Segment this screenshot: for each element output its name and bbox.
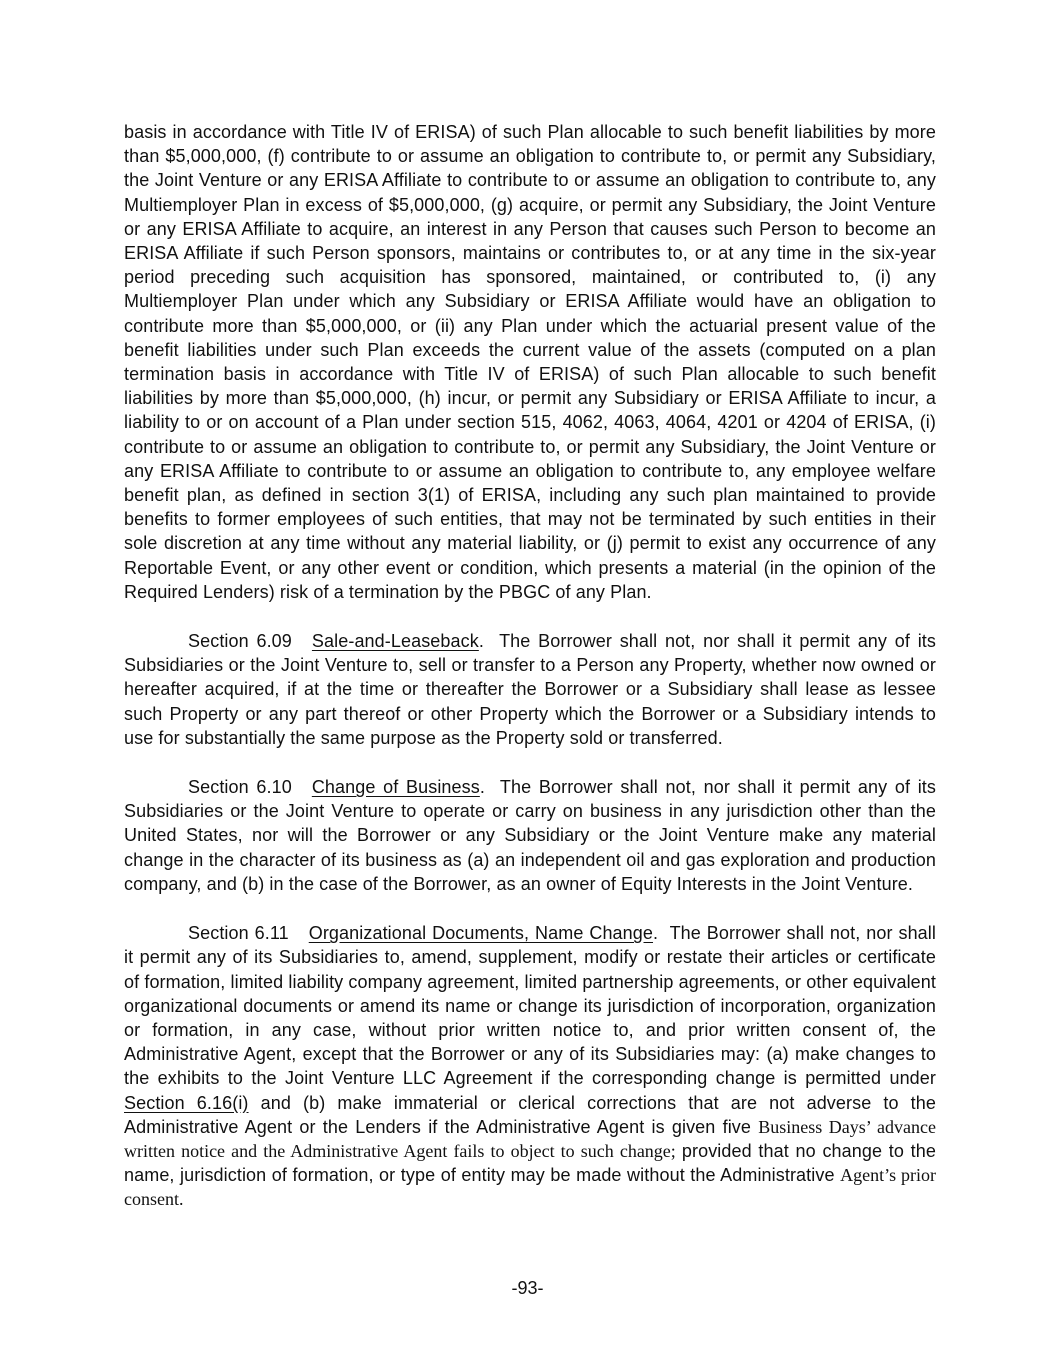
section-6-10-paragraph — [124, 775, 936, 896]
section-6-11-body-part-1: . The Borrower shall not, nor shall it permit any of its Subsidiaries to, amend, supplement, modify or restate their articles or certificate of formation, limited liability company agreement, limited partnership agreements, or other equivalent organizational documents or amend its name or change its jurisdiction of incorporation, organization or formation, in any case, without prior written notice to, and prior written consent of, the Administrative Agent, except that the Borrower or any of its Subsidiaries may: (a) make changes to the exhibits to the Joint Venture LLC Agreement if the corresponding change is permitted under — [124, 923, 936, 1089]
section-6-11-number: Section 6.11 — [188, 923, 289, 944]
section-6-11-body-part-2: and (b) make immaterial or clerical corrections that are not adverse to the Administrative Agent or the Lenders if the Administrative Agent is given five — [124, 1092, 936, 1137]
section-6-16-i-cross-reference: Section 6.16(i) — [124, 1092, 249, 1113]
paragraph-erisa-continuation: basis in accordance with Title IV of ERISA) of such Plan allocable to such benefit liabilities by more than $5,000,000, (f) contribute to or assume an obligation to contribute to, or permit any Subsidiary, the Joint Venture or any ERISA Affiliate to contribute to or assume an obligation to contribute to, any Multiemployer Plan in excess of $5,000,000, (g) acquire, or permit any Subsidiary, the Joint Venture or any ERISA Affiliate to acquire, an interest in any Person that causes such Person to become an ERISA Affiliate if such Person sponsors, maintains or contributes to, or at any time in the six-year period preceding such acquisition has sponsored, maintained, or contributed to, (i) any Multiemployer Plan under which any Subsidiary or ERISA Affiliate would have an obligation to contribute more than $5,000,000, or (ii) any Plan under which the actuarial present value of the benefit liabilities under such Plan exceeds the current value of the assets (computed on a plan termination basis in accordance with Title IV of ERISA) of such Plan allocable to such benefit liabilities by more than $5,000,000, (h) incur, or permit any Subsidiary or ERISA Affiliate to incur, a liability to or on account of a Plan under section 515, 4062, 4063, 4064, 4201 or 4204 of ERISA, (i) contribute to or assume an obligation to contribute to, or permit any Subsidiary, the Joint Venture or any ERISA Affiliate to contribute to or assume an obligation to contribute to, any employee welfare benefit plan, as defined in section 3(1) of ERISA, including any such plan maintained to provide benefits to former employees of such entities, that may not be terminated by such entities in their sole discretion at any time without any material liability, or (j) permit to exist any occurrence of any Reportable Event, or any other event or condition, which presents a material (in the opinion of the Required Lenders) risk of a termination by the PBGC of any Plan. — [124, 122, 936, 602]
page-text-block — [124, 120, 936, 1212]
section-6-09-paragraph — [124, 629, 936, 750]
section-6-11-serif-run-2: Agent’s prior consent. — [124, 1165, 936, 1210]
section-6-11-body-part-3: provided that no change to the name, jurisdiction of formation, or type of entity may be made without the Administrative — [124, 1140, 936, 1186]
section-6-09-number: Section 6.09 — [188, 631, 292, 652]
section-6-11-serif-run-1: Business Days’ advance written notice and the Administrative Agent fails to object to such change; — [124, 1116, 937, 1161]
section-6-09-title: Sale-and-Leaseback — [311, 631, 479, 652]
section-6-09-body: . The Borrower shall not, nor shall it permit any of its Subsidiaries or the Joint Venture to, sell or transfer to a Person any Property, whether now owned or hereafter acquired, if at the time or thereafter the Borrower or a Subsidiary shall lease as lessee such Property or any part thereof or other Property which the Borrower or a Subsidiary intends to use for substantially the same purpose as the Property sold or transferred. — [124, 631, 937, 748]
page-number: -93- — [511, 1278, 544, 1298]
section-6-10-number: Section 6.10 — [188, 777, 292, 798]
section-6-10-title: Change of Business — [311, 777, 480, 798]
section-6-10-body: . The Borrower shall not, nor shall it permit any of its Subsidiaries or the Joint Venture to operate or carry on business in any jurisdiction other than the United States, nor will the Borrower or any Subsidiary or the Joint Venture make any material change in the character of its business as (a) an independent oil and gas exploration and production company, and (b) in the case of the Borrower, as an owner of Equity Interests in the Joint Venture. — [124, 777, 937, 894]
section-6-11-paragraph — [124, 921, 936, 1211]
section-6-11-title: Organizational Documents, Name Change — [308, 923, 654, 944]
